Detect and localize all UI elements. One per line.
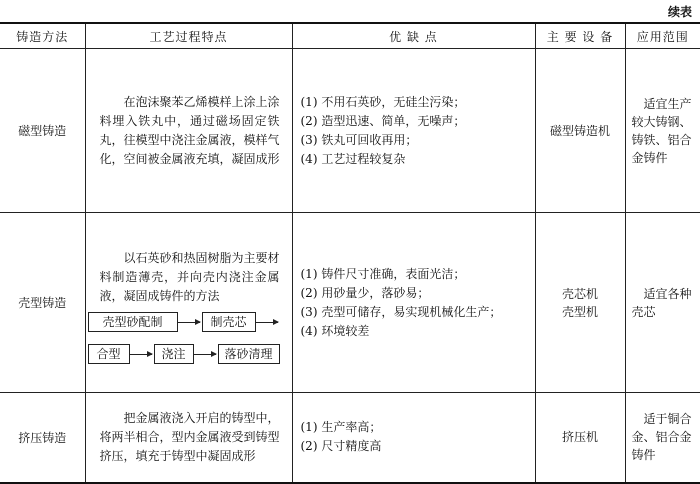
equipment-cell — [535, 393, 625, 483]
header-equipment: 主 要 设 备 — [535, 23, 625, 49]
application-cell: 适于铜合金、铝合金铸件 — [625, 393, 700, 483]
equipment-item: 挤压机 — [561, 430, 598, 445]
advantages-cell — [292, 213, 535, 393]
advantage-item: (2) 造型迅速、简单，无噪声； — [300, 113, 466, 128]
flow-step-box: 浇注 — [154, 344, 194, 364]
advantage-item: (4) 工艺过程较复杂 — [300, 151, 406, 166]
casting-methods-table — [0, 22, 700, 484]
header-method: 铸造方法 — [0, 23, 85, 49]
equipment-item: 壳型机 — [561, 304, 598, 319]
advantage-item: (3) 壳型可储存，易实现机械化生产； — [300, 304, 502, 319]
header-process: 工艺过程特点 — [85, 23, 292, 49]
flow-step-box: 落砂清理 — [218, 344, 280, 364]
advantage-item: (1) 铸件尺寸准确，表面光洁； — [300, 266, 466, 281]
header-advantages: 优 缺 点 — [292, 23, 535, 49]
method-cell: 磁型铸造 — [0, 49, 85, 213]
flow-step-box: 合型 — [88, 344, 130, 364]
flow-arrow — [130, 354, 152, 355]
process-cell — [85, 213, 292, 393]
advantages-cell — [292, 393, 535, 483]
advantage-item: (2) 用砂量少，落砂易； — [300, 285, 430, 300]
table-row — [0, 393, 700, 483]
equipment-item: 壳芯机 — [561, 286, 598, 301]
flow-step-box: 制壳芯 — [202, 312, 256, 332]
advantage-item: (4) 环境较差 — [300, 323, 370, 338]
advantage-item: (2) 尺寸精度高 — [300, 439, 382, 454]
process-cell: 在泡沫聚苯乙烯模样上涂上涂料埋入铁丸中，通过磁场固定铁丸，往模型中浇注金属液，模样气化，空间被金属液充填，凝固成形 — [85, 49, 292, 213]
advantage-item: (1) 不用石英砂，无硅尘污染； — [300, 94, 466, 109]
process-cell: 把金属液浇入开启的铸型中，将两半相合，型内金属液受到铸型挤压，填充于铸型中凝固成形 — [85, 393, 292, 483]
process-text: 以石英砂和热固树脂为主要材料制造薄壳，并向壳内浇注金属液，凝固成铸件的方法 — [99, 251, 280, 303]
flow-arrow — [178, 322, 200, 323]
table-row — [0, 49, 700, 213]
application-cell: 适宜各种壳芯 — [625, 213, 700, 393]
flow-step-box: 壳型砂配制 — [88, 312, 178, 332]
application-cell: 适宜生产较大铸钢、铸铁、铝合金铸件 — [625, 49, 700, 213]
table-row — [0, 213, 700, 393]
advantage-item: (1) 生产率高； — [300, 420, 382, 435]
advantages-cell — [292, 49, 535, 213]
flow-arrow — [256, 322, 278, 323]
header-application: 应用范围 — [625, 23, 700, 49]
equipment-item: 磁型铸造机 — [549, 123, 610, 138]
table-header-row — [0, 23, 700, 49]
equipment-cell — [535, 49, 625, 213]
method-cell: 壳型铸造 — [0, 213, 85, 393]
process-flow-diagram — [96, 310, 280, 366]
continued-label: 续表 — [667, 5, 692, 19]
equipment-cell — [535, 213, 625, 393]
method-cell: 挤压铸造 — [0, 393, 85, 483]
flow-arrow — [194, 354, 216, 355]
advantage-item: (3) 铁丸可回收再用； — [300, 132, 418, 147]
